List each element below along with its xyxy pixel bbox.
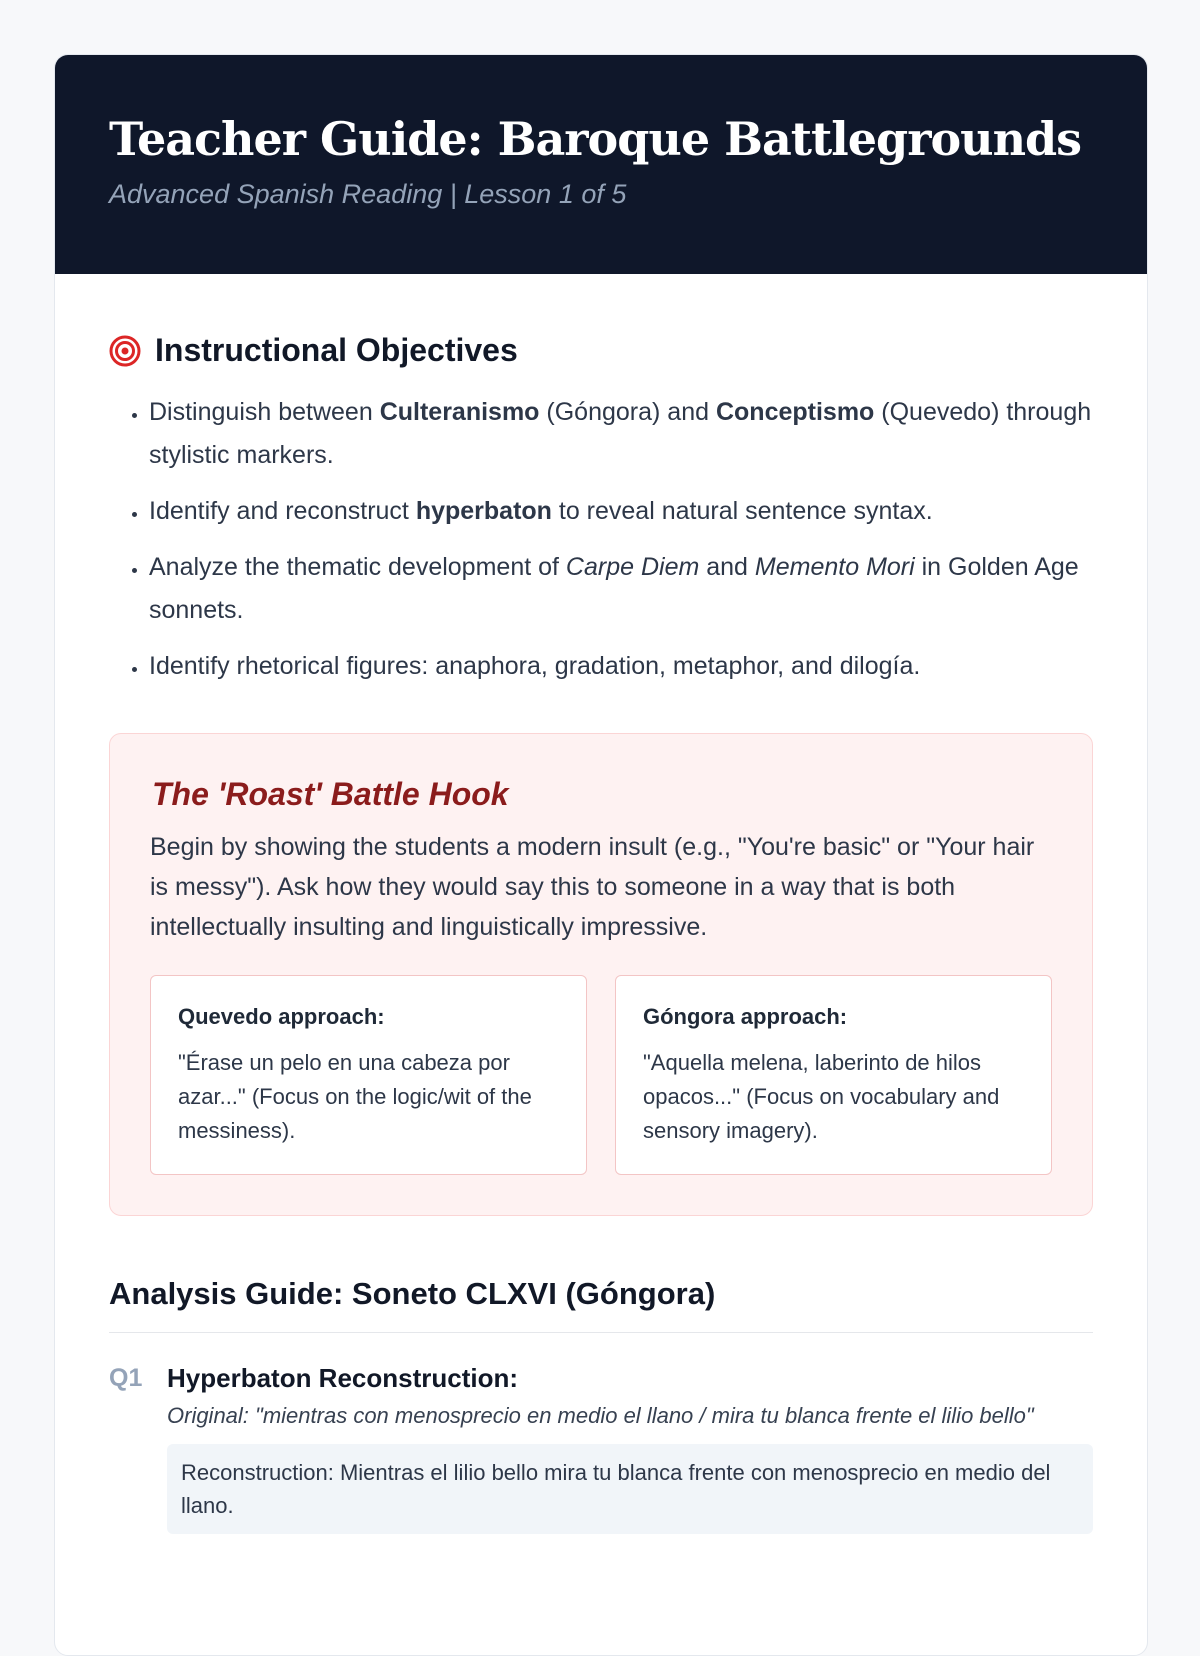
approach-title: Quevedo approach: bbox=[178, 1004, 385, 1029]
approach-text: "Érase un pelo en una cabeza por azar..." (Focus on the logic/wit of the messiness). bbox=[178, 1050, 532, 1143]
hook-callout bbox=[109, 733, 1093, 1216]
page-subtitle: Advanced Spanish Reading | Lesson 1 of 5 bbox=[109, 179, 627, 209]
question-number: Q1 bbox=[109, 1364, 143, 1392]
approach-title: Góngora approach: bbox=[643, 1004, 848, 1029]
objective-item: • Identify and reconstruct hyperbaton to reveal natural sentence syntax. bbox=[149, 490, 1093, 533]
target-icon bbox=[109, 335, 141, 367]
objectives-list bbox=[109, 391, 1093, 688]
objective-item: • Analyze the thematic development of Carpe Diem and Memento Mori in Golden Age sonnets. bbox=[149, 546, 1093, 632]
approach-text: "Aquella melena, laberinto de hilos opacos..." (Focus on vocabulary and sensory imagery). bbox=[643, 1050, 1000, 1143]
objective-item: • Identify rhetorical figures: anaphora, gradation, metaphor, and dilogía. bbox=[149, 645, 1093, 688]
question-body bbox=[167, 1363, 1093, 1534]
objectives-heading: Instructional Objectives bbox=[155, 332, 518, 368]
approach-card-gongora bbox=[615, 975, 1052, 1175]
question-title: Hyperbaton Reconstruction: bbox=[167, 1363, 519, 1393]
objectives-header bbox=[109, 332, 1093, 369]
question-answer: Reconstruction: Mientras el lilio bello mira tu blanca frente con menosprecio en medio del llano. bbox=[167, 1444, 1093, 1534]
page-title: Teacher Guide: Baroque Battlegrounds bbox=[109, 112, 1082, 166]
hook-title: The 'Roast' Battle Hook bbox=[152, 776, 509, 812]
approach-card-quevedo bbox=[150, 975, 587, 1175]
guide-card bbox=[54, 54, 1148, 1656]
guide-header bbox=[55, 55, 1147, 274]
question-original: Original: "mientras con menosprecio en medio el llano / mira tu blanca frente el lilio bello" bbox=[167, 1403, 1034, 1428]
objective-item: • Distinguish between Culteranismo (Góngora) and Conceptismo (Quevedo) through stylistic markers. bbox=[149, 391, 1093, 477]
approach-row bbox=[150, 975, 1052, 1175]
hook-text: Begin by showing the students a modern insult (e.g., "You're basic" or "Your hair is messy"). Ask how they would say this to someone in a way that is both intellectually insulting and linguistically impressive. bbox=[150, 833, 1035, 941]
question-item bbox=[109, 1363, 1093, 1534]
analysis-heading: Analysis Guide: Soneto CLXVI (Góngora) bbox=[109, 1276, 1093, 1333]
guide-content bbox=[55, 274, 1147, 1534]
